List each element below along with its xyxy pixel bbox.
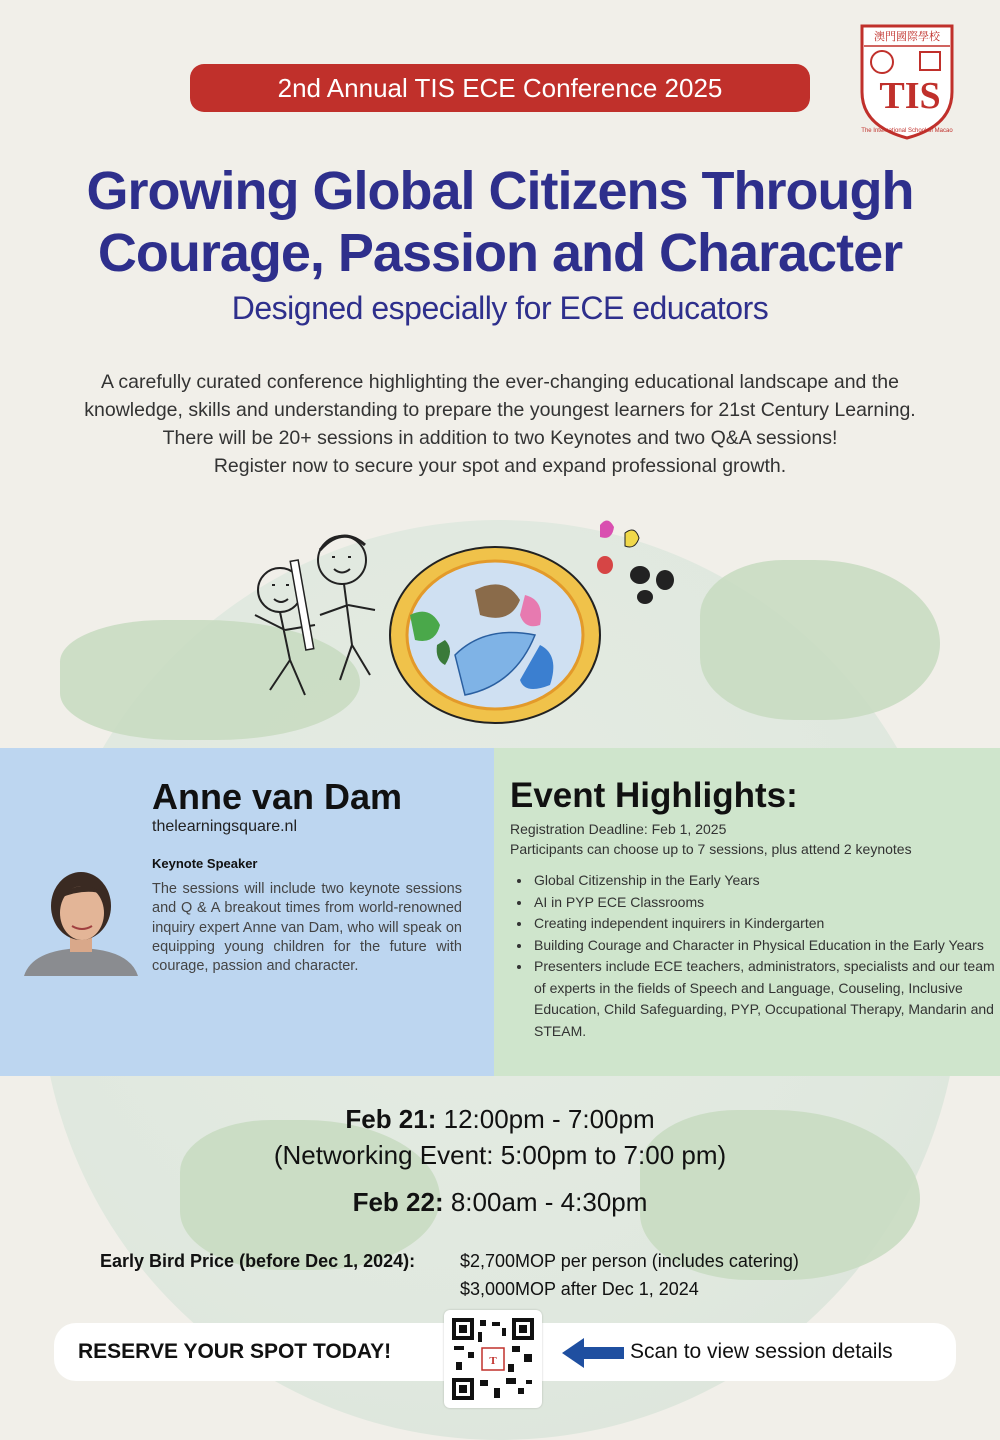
title-line-2: Courage, Passion and Character [97,223,903,283]
speaker-website[interactable]: thelearningsquare.nl [152,818,297,835]
reserve-spot-text[interactable]: RESERVE YOUR SPOT TODAY! [78,1340,392,1363]
intro-paragraph [40,368,960,480]
registration-deadline: Registration Deadline: Feb 1, 2025 [510,821,727,837]
child-drawing-globe-icon [240,505,700,745]
intro-line: knowledge, skills and understanding to prepare the youngest learners for 21st Century Learning. [84,399,916,421]
speaker-role: Keynote Speaker [152,856,258,871]
networking-event: (Networking Event: 5:00pm to 7:00 pm) [273,1140,727,1170]
qr-code-icon[interactable] [452,1318,534,1400]
list-item: • Global Citizenship in the Early Years [532,870,1000,892]
shield-logo-icon [858,22,956,140]
day2-time: 8:00am - 4:30pm [443,1187,648,1217]
list-item: • Building Courage and Character in Physical Education in the Early Years [532,935,1000,957]
day1-label: Feb 21: [345,1104,437,1134]
subtitle: Designed especially for ECE educators [231,290,769,326]
speaker-bio: The sessions will include two keynote sessions and Q & A breakout times from world-renowned inquiry expert Anne van Dam, who will speak on equipping young children for the future with courage, passion and character. [152,881,462,975]
intro-line: Register now to secure your spot and expand professional growth. [213,455,787,477]
logo-chinese: 澳門國際學校 [874,30,940,43]
title-line-1: Growing Global Citizens Through [86,161,914,221]
sessions-note: Participants can choose up to 7 sessions, plus attend 2 keynotes [510,841,912,857]
speaker-name: Anne van Dam [152,776,403,817]
schedule-day-2 [0,1187,1000,1218]
schedule-day-1 [0,1104,1000,1135]
scan-instructions: Scan to view session details [630,1340,893,1363]
early-bird-price: $2,700MOP per person (includes catering) [460,1251,799,1271]
globe-land-2 [700,560,940,720]
day2-label: Feb 22: [352,1187,444,1217]
list-item: • Creating independent inquirers in Kindergarten [532,913,1000,935]
speaker-avatar-icon [22,858,140,982]
late-price: $3,000MOP after Dec 1, 2024 [460,1279,699,1299]
highlights-list [512,870,1000,1042]
logo-letters: TIS [879,75,941,117]
conference-banner: 2nd Annual TIS ECE Conference 2025 [190,64,810,112]
intro-line: A carefully curated conference highlighting the ever-changing educational landscape and the [101,371,899,393]
list-item: • Presenters include ECE teachers, administrators, specialists and our team of experts in the fields of Speech and Language, Couseling, Inclusive Education, Child Safeguarding, PYP, Occupational Therapy, Mandarin and STEAM. [532,956,1000,1042]
page-title [20,160,980,284]
intro-line: There will be 20+ sessions in addition to two Keynotes and two Q&A sessions! [162,427,838,449]
highlights-title: Event Highlights: [510,776,798,815]
arrow-left-icon [562,1336,624,1370]
svg-text:T: T [489,1355,497,1367]
list-item: • AI in PYP ECE Classrooms [532,892,1000,914]
logo-arc-text: The International School of Macao [861,128,953,134]
early-bird-label: Early Bird Price (before Dec 1, 2024): [100,1251,416,1271]
day1-time: 12:00pm - 7:00pm [436,1104,655,1134]
